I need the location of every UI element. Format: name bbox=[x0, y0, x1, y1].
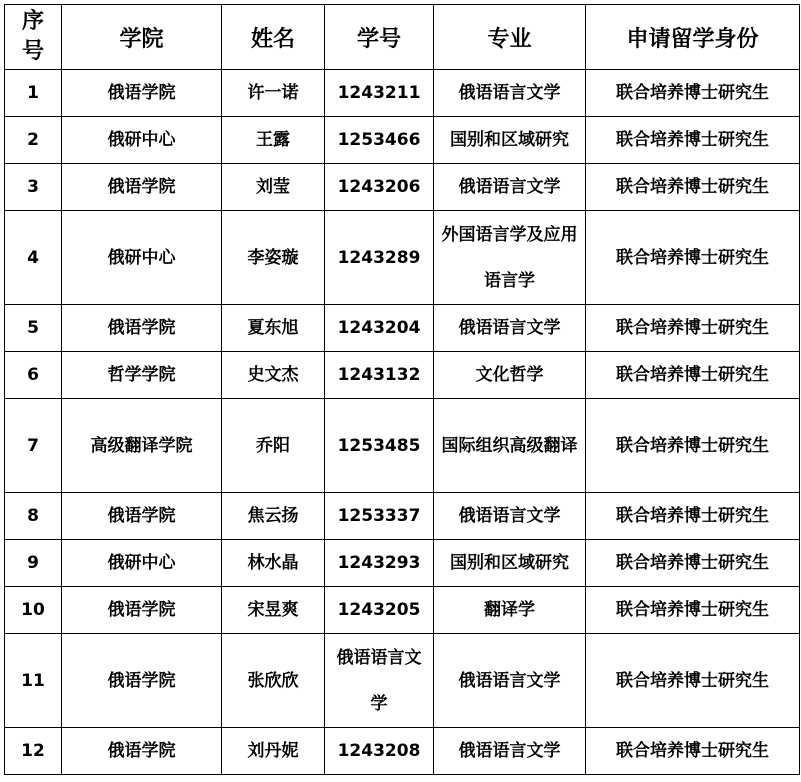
table-row bbox=[5, 493, 800, 540]
cell-seq: 12 bbox=[5, 728, 62, 775]
table-row bbox=[5, 70, 800, 117]
header-college: 学院 bbox=[62, 5, 222, 70]
cell-major: 国别和区域研究 bbox=[434, 117, 586, 164]
cell-seq: 4 bbox=[5, 211, 62, 305]
cell-name: 刘丹妮 bbox=[222, 728, 325, 775]
table-row bbox=[5, 587, 800, 634]
cell-status: 联合培养博士研究生 bbox=[586, 634, 800, 728]
cell-major: 俄语语言文学 bbox=[434, 728, 586, 775]
header-major: 专业 bbox=[434, 5, 586, 70]
cell-college: 俄语学院 bbox=[62, 587, 222, 634]
header-status: 申请留学身份 bbox=[586, 5, 800, 70]
cell-major: 翻译学 bbox=[434, 587, 586, 634]
cell-seq: 10 bbox=[5, 587, 62, 634]
cell-seq: 11 bbox=[5, 634, 62, 728]
table-row bbox=[5, 305, 800, 352]
cell-status: 联合培养博士研究生 bbox=[586, 305, 800, 352]
cell-student-id: 1253485 bbox=[325, 399, 434, 493]
cell-seq: 8 bbox=[5, 493, 62, 540]
cell-major: 国际组织高级翻译 bbox=[434, 399, 586, 493]
table-row bbox=[5, 352, 800, 399]
cell-status: 联合培养博士研究生 bbox=[586, 493, 800, 540]
cell-name: 林水晶 bbox=[222, 540, 325, 587]
cell-status: 联合培养博士研究生 bbox=[586, 540, 800, 587]
cell-student-id: 1253337 bbox=[325, 493, 434, 540]
table-row bbox=[5, 164, 800, 211]
cell-seq: 6 bbox=[5, 352, 62, 399]
cell-status: 联合培养博士研究生 bbox=[586, 164, 800, 211]
cell-seq: 3 bbox=[5, 164, 62, 211]
cell-seq: 9 bbox=[5, 540, 62, 587]
table-row bbox=[5, 634, 800, 728]
cell-major: 俄语语言文学 bbox=[434, 493, 586, 540]
cell-college: 俄语学院 bbox=[62, 493, 222, 540]
cell-seq: 7 bbox=[5, 399, 62, 493]
cell-college: 俄语学院 bbox=[62, 634, 222, 728]
student-table bbox=[4, 4, 800, 775]
cell-status: 联合培养博士研究生 bbox=[586, 399, 800, 493]
cell-college: 哲学学院 bbox=[62, 352, 222, 399]
cell-name: 李姿璇 bbox=[222, 211, 325, 305]
cell-status: 联合培养博士研究生 bbox=[586, 117, 800, 164]
cell-name: 许一诺 bbox=[222, 70, 325, 117]
cell-college: 俄语学院 bbox=[62, 305, 222, 352]
cell-college: 俄语学院 bbox=[62, 70, 222, 117]
cell-student-id: 1243293 bbox=[325, 540, 434, 587]
cell-major: 文化哲学 bbox=[434, 352, 586, 399]
cell-college: 俄研中心 bbox=[62, 211, 222, 305]
cell-major: 外国语言学及应用语言学 bbox=[434, 211, 586, 305]
cell-name: 夏东旭 bbox=[222, 305, 325, 352]
cell-college: 俄语学院 bbox=[62, 728, 222, 775]
cell-major: 俄语语言文学 bbox=[434, 70, 586, 117]
cell-student-id: 1243132 bbox=[325, 352, 434, 399]
table-row bbox=[5, 540, 800, 587]
cell-college: 俄研中心 bbox=[62, 117, 222, 164]
cell-major: 俄语语言文学 bbox=[434, 634, 586, 728]
cell-major: 俄语语言文学 bbox=[434, 164, 586, 211]
cell-college: 高级翻译学院 bbox=[62, 399, 222, 493]
cell-student-id: 1253466 bbox=[325, 117, 434, 164]
cell-status: 联合培养博士研究生 bbox=[586, 70, 800, 117]
cell-student-id: 1243205 bbox=[325, 587, 434, 634]
cell-name: 张欣欣 bbox=[222, 634, 325, 728]
table-row bbox=[5, 211, 800, 305]
cell-student-id: 1243204 bbox=[325, 305, 434, 352]
cell-student-id: 1243211 bbox=[325, 70, 434, 117]
cell-name: 刘莹 bbox=[222, 164, 325, 211]
cell-status: 联合培养博士研究生 bbox=[586, 352, 800, 399]
cell-status: 联合培养博士研究生 bbox=[586, 728, 800, 775]
header-student-id: 学号 bbox=[325, 5, 434, 70]
table-row bbox=[5, 399, 800, 493]
cell-name: 史文杰 bbox=[222, 352, 325, 399]
cell-name: 宋昱爽 bbox=[222, 587, 325, 634]
cell-name: 乔阳 bbox=[222, 399, 325, 493]
cell-seq: 5 bbox=[5, 305, 62, 352]
cell-major: 国别和区域研究 bbox=[434, 540, 586, 587]
table-row bbox=[5, 728, 800, 775]
cell-student-id: 1243289 bbox=[325, 211, 434, 305]
cell-status: 联合培养博士研究生 bbox=[586, 587, 800, 634]
cell-status: 联合培养博士研究生 bbox=[586, 211, 800, 305]
cell-college: 俄语学院 bbox=[62, 164, 222, 211]
cell-major: 俄语语言文学 bbox=[434, 305, 586, 352]
cell-student-id: 1243208 bbox=[325, 728, 434, 775]
cell-name: 王露 bbox=[222, 117, 325, 164]
header-name: 姓名 bbox=[222, 5, 325, 70]
cell-name: 焦云扬 bbox=[222, 493, 325, 540]
cell-student-id: 1243206 bbox=[325, 164, 434, 211]
cell-student-id: 俄语语言文学 bbox=[325, 634, 434, 728]
cell-college: 俄研中心 bbox=[62, 540, 222, 587]
table-header-row bbox=[5, 5, 800, 70]
header-seq: 序号 bbox=[5, 5, 62, 70]
table-row bbox=[5, 117, 800, 164]
cell-seq: 1 bbox=[5, 70, 62, 117]
cell-seq: 2 bbox=[5, 117, 62, 164]
